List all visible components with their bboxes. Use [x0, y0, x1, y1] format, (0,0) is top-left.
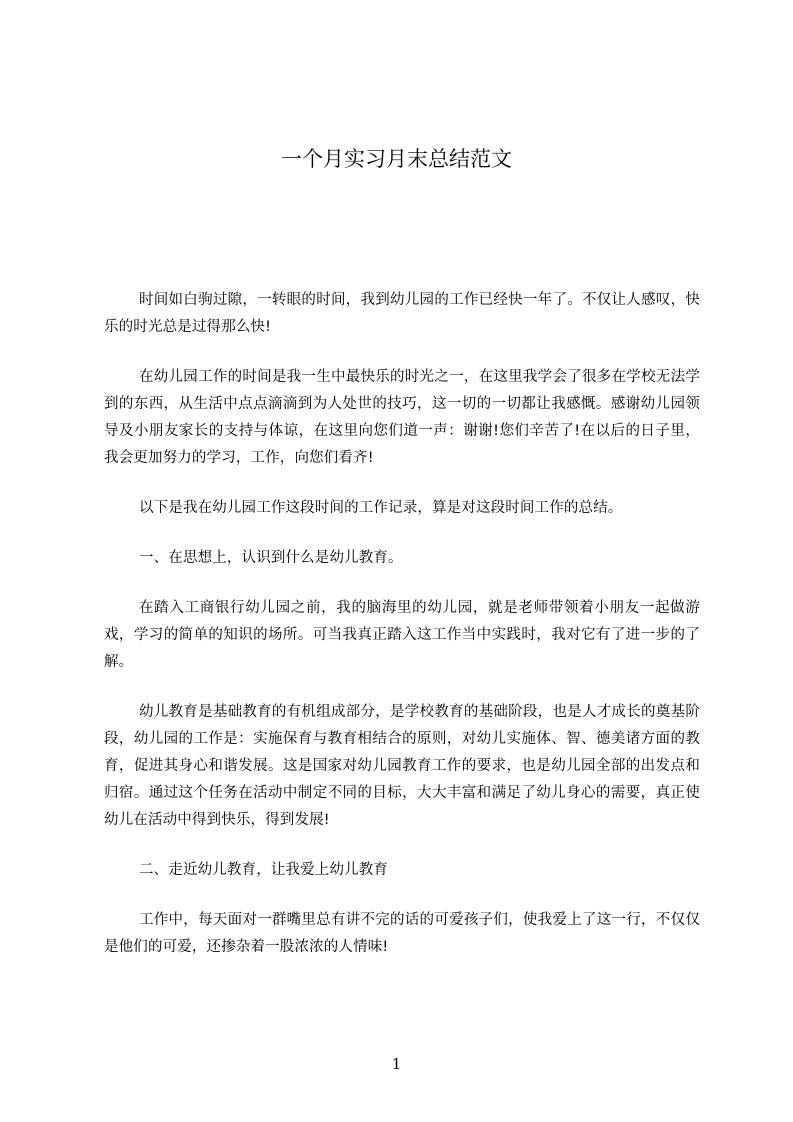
paragraph-daily-work: 工作中，每天面对一群嘴里总有讲不完的话的可爱孩子们，使我爱上了这一行，不仅仅是他们的可爱，还掺杂着一股浓浓的人情味!	[104, 912, 700, 955]
section-heading-2: 二、走近幼儿教育，让我爱上幼儿教育	[139, 862, 389, 878]
document-body	[104, 287, 700, 984]
paragraph-gratitude: 在幼儿园工作的时间是我一生中最快乐的时光之一，在这里我学会了很多在学校无法学到的东西，从生活中点点滴滴到为人处世的技巧，这一切的一切都让我感慨。感谢幼儿园领导及小朋友家长的支持与体谅，在这里向您们道一声：谢谢!您们辛苦了!在以后的日子里，我会更加努力的学习，工作，向您们看齐!	[104, 369, 700, 466]
paragraph-before-kindergarten: 在踏入工商银行幼儿园之前，我的脑海里的幼儿园，就是老师带领着小朋友一起做游戏，学习的简单的知识的场所。可当我真正踏入这工作当中实践时，我对它有了进一步的了解。	[104, 600, 700, 670]
paragraph-intro: 时间如白驹过隙，一转眼的时间，我到幼儿园的工作已经快一年了。不仅让人感叹，快乐的时光总是过得那么快!	[104, 292, 700, 335]
paragraph-early-education: 幼儿教育是基础教育的有机组成部分，是学校教育的基础阶段，也是人才成长的奠基阶段，幼儿园的工作是：实施保育与教育相结合的原则，对幼儿实施体、智、德美诸方面的教育，促进其身心和谐发展。这是国家对幼儿园教育工作的要求，也是幼儿园全部的出发点和归宿。通过这个任务在活动中制定不同的目标，大大丰富和满足了幼儿身心的需要，真正使幼儿在活动中得到快乐，得到发展!	[104, 704, 700, 828]
document-title: 一个月实习月末总结范文	[281, 147, 512, 171]
page-number: 1	[391, 1055, 402, 1073]
section-heading-1: 一、在思想上，认识到什么是幼儿教育。	[139, 550, 403, 566]
paragraph-summary-intro: 以下是我在幼儿园工作这段时间的工作记录，算是对这段时间工作的总结。	[139, 500, 623, 516]
